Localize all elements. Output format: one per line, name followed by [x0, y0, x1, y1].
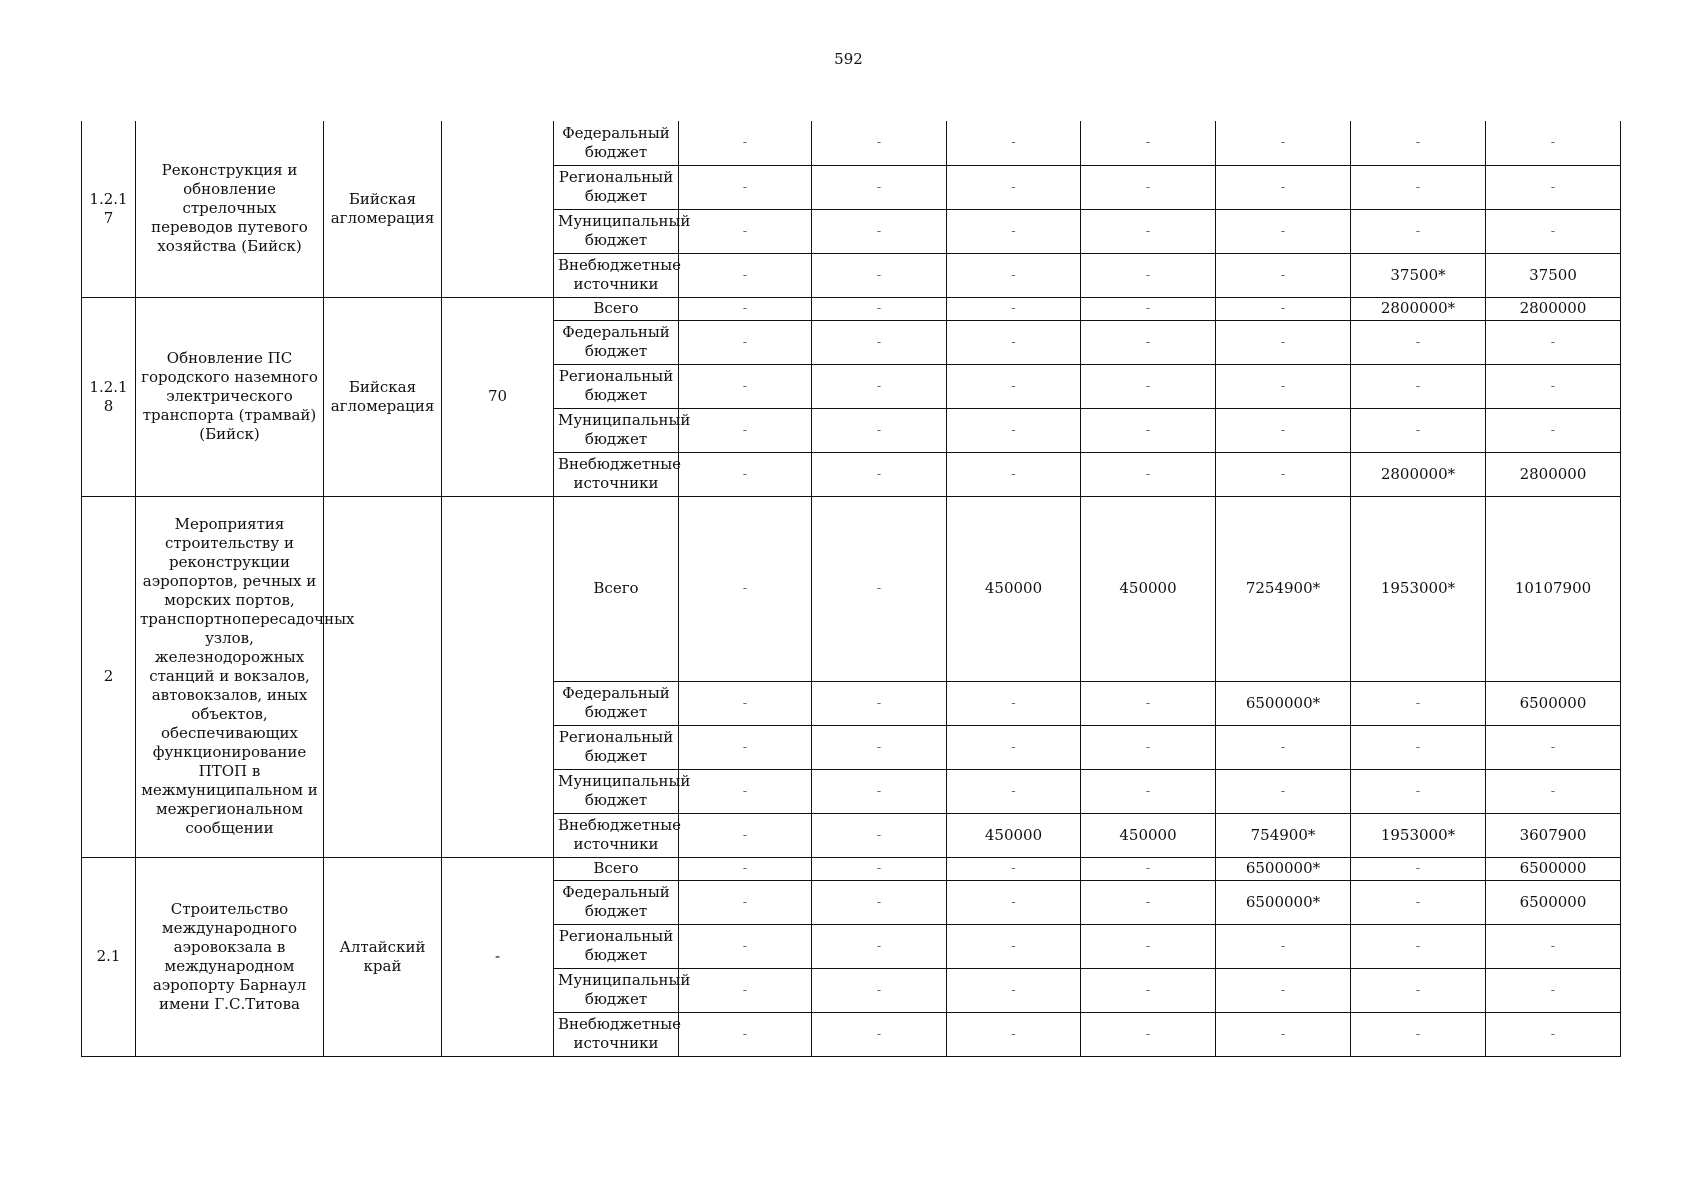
value-cell-year-4: -: [1081, 968, 1216, 1012]
value-cell-year-2: -: [812, 880, 947, 924]
value-cell-year-7: -: [1486, 968, 1621, 1012]
value-cell-year-3: -: [947, 364, 1081, 408]
value-cell-year-5: -: [1216, 924, 1351, 968]
value-cell-year-2: -: [812, 253, 947, 297]
project-territory: Бийская агломерация: [324, 297, 442, 496]
value-cell-year-2: -: [812, 769, 947, 813]
value-cell-year-3: -: [947, 121, 1081, 165]
value-cell-year-4: -: [1081, 165, 1216, 209]
funding-source: Региональный бюджет: [554, 165, 679, 209]
value-cell-year-2: -: [812, 297, 947, 320]
funding-source: Всего: [554, 496, 679, 681]
value-cell-year-6: -: [1351, 725, 1486, 769]
value-cell-year-5: -: [1216, 452, 1351, 496]
value-cell-year-1: -: [679, 253, 812, 297]
funding-source: Федеральный бюджет: [554, 681, 679, 725]
value-cell-year-7: 6500000: [1486, 880, 1621, 924]
value-cell-year-5: -: [1216, 968, 1351, 1012]
value-cell-year-7: 2800000: [1486, 452, 1621, 496]
value-cell-year-1: -: [679, 297, 812, 320]
value-cell-year-1: -: [679, 408, 812, 452]
value-cell-year-3: -: [947, 769, 1081, 813]
value-cell-year-7: 6500000: [1486, 681, 1621, 725]
project-number: 1.2.1 8: [82, 297, 136, 496]
value-cell-year-7: -: [1486, 364, 1621, 408]
value-cell-year-1: -: [679, 725, 812, 769]
value-cell-year-6: -: [1351, 924, 1486, 968]
funding-source: Муниципальный бюджет: [554, 769, 679, 813]
value-cell-year-5: -: [1216, 297, 1351, 320]
value-cell-year-2: -: [812, 364, 947, 408]
value-cell-year-6: 2800000*: [1351, 297, 1486, 320]
value-cell-year-3: -: [947, 408, 1081, 452]
value-cell-year-2: -: [812, 209, 947, 253]
value-cell-year-5: 6500000*: [1216, 880, 1351, 924]
funding-source: Всего: [554, 857, 679, 880]
value-cell-year-4: -: [1081, 408, 1216, 452]
value-cell-year-1: -: [679, 681, 812, 725]
value-cell-year-5: 754900*: [1216, 813, 1351, 857]
funding-source: Муниципальный бюджет: [554, 408, 679, 452]
value-cell-year-1: -: [679, 769, 812, 813]
value-cell-year-2: -: [812, 121, 947, 165]
value-cell-year-3: -: [947, 681, 1081, 725]
budget-table: [81, 121, 1621, 1057]
value-cell-year-4: -: [1081, 452, 1216, 496]
value-cell-year-7: -: [1486, 209, 1621, 253]
value-cell-year-2: -: [812, 1012, 947, 1056]
value-cell-year-3: -: [947, 880, 1081, 924]
value-cell-year-2: -: [812, 813, 947, 857]
value-cell-year-7: -: [1486, 1012, 1621, 1056]
funding-source: Муниципальный бюджет: [554, 209, 679, 253]
value-cell-year-1: -: [679, 452, 812, 496]
project-territory: [324, 496, 442, 857]
funding-source: Всего: [554, 297, 679, 320]
value-cell-year-6: -: [1351, 968, 1486, 1012]
value-cell-year-6: -: [1351, 209, 1486, 253]
value-cell-year-7: -: [1486, 408, 1621, 452]
value-cell-year-3: -: [947, 320, 1081, 364]
value-cell-year-5: 6500000*: [1216, 681, 1351, 725]
project-number: 2: [82, 496, 136, 857]
value-cell-year-5: -: [1216, 364, 1351, 408]
value-cell-year-1: -: [679, 496, 812, 681]
value-cell-year-3: -: [947, 857, 1081, 880]
value-cell-year-7: 2800000: [1486, 297, 1621, 320]
funding-source: Федеральный бюджет: [554, 880, 679, 924]
funding-source: Региональный бюджет: [554, 725, 679, 769]
value-cell-year-3: 450000: [947, 496, 1081, 681]
value-cell-year-6: 37500*: [1351, 253, 1486, 297]
table-row: [82, 857, 1621, 880]
value-cell-year-1: -: [679, 1012, 812, 1056]
value-cell-year-4: -: [1081, 1012, 1216, 1056]
table-row: [82, 297, 1621, 320]
value-cell-year-3: -: [947, 297, 1081, 320]
value-cell-year-6: -: [1351, 857, 1486, 880]
value-cell-year-4: -: [1081, 320, 1216, 364]
value-cell-year-7: -: [1486, 769, 1621, 813]
value-cell-year-7: -: [1486, 924, 1621, 968]
value-cell-year-6: -: [1351, 681, 1486, 725]
value-cell-year-4: -: [1081, 253, 1216, 297]
value-cell-year-2: -: [812, 725, 947, 769]
value-cell-year-1: -: [679, 121, 812, 165]
value-cell-year-4: -: [1081, 364, 1216, 408]
value-cell-year-4: -: [1081, 209, 1216, 253]
funding-source: Внебюджетные источники: [554, 253, 679, 297]
value-cell-year-1: -: [679, 968, 812, 1012]
value-cell-year-4: -: [1081, 924, 1216, 968]
value-cell-year-1: -: [679, 364, 812, 408]
value-cell-year-6: -: [1351, 1012, 1486, 1056]
value-cell-year-3: -: [947, 725, 1081, 769]
value-cell-year-1: -: [679, 320, 812, 364]
funding-source: Региональный бюджет: [554, 924, 679, 968]
value-cell-year-1: -: [679, 924, 812, 968]
value-cell-year-6: 2800000*: [1351, 452, 1486, 496]
value-cell-year-2: -: [812, 165, 947, 209]
value-cell-year-5: 7254900*: [1216, 496, 1351, 681]
project-indicator: 70: [442, 297, 554, 496]
funding-source: Внебюджетные источники: [554, 452, 679, 496]
value-cell-year-7: 37500: [1486, 253, 1621, 297]
value-cell-year-1: -: [679, 165, 812, 209]
value-cell-year-7: -: [1486, 165, 1621, 209]
value-cell-year-6: -: [1351, 408, 1486, 452]
project-territory: Бийская агломерация: [324, 121, 442, 297]
value-cell-year-3: -: [947, 253, 1081, 297]
funding-source: Региональный бюджет: [554, 364, 679, 408]
project-territory: Алтайский край: [324, 857, 442, 1056]
value-cell-year-3: -: [947, 165, 1081, 209]
value-cell-year-2: -: [812, 681, 947, 725]
value-cell-year-7: 3607900: [1486, 813, 1621, 857]
value-cell-year-6: -: [1351, 121, 1486, 165]
value-cell-year-7: 10107900: [1486, 496, 1621, 681]
value-cell-year-2: -: [812, 408, 947, 452]
value-cell-year-6: -: [1351, 320, 1486, 364]
value-cell-year-5: -: [1216, 165, 1351, 209]
value-cell-year-6: -: [1351, 165, 1486, 209]
value-cell-year-7: 6500000: [1486, 857, 1621, 880]
value-cell-year-1: -: [679, 880, 812, 924]
project-number: 1.2.1 7: [82, 121, 136, 297]
value-cell-year-2: -: [812, 320, 947, 364]
project-indicator: [442, 121, 554, 297]
value-cell-year-1: -: [679, 857, 812, 880]
value-cell-year-1: -: [679, 209, 812, 253]
funding-source: Внебюджетные источники: [554, 1012, 679, 1056]
value-cell-year-3: -: [947, 209, 1081, 253]
value-cell-year-2: -: [812, 496, 947, 681]
value-cell-year-7: -: [1486, 320, 1621, 364]
value-cell-year-6: 1953000*: [1351, 813, 1486, 857]
value-cell-year-5: -: [1216, 725, 1351, 769]
value-cell-year-5: -: [1216, 121, 1351, 165]
value-cell-year-5: -: [1216, 320, 1351, 364]
value-cell-year-3: -: [947, 924, 1081, 968]
project-name: Строительство международного аэровокзала в международном аэропорту Барнаул имени Г.С.Титова: [136, 857, 324, 1056]
value-cell-year-4: -: [1081, 880, 1216, 924]
table-row: [82, 121, 1621, 165]
value-cell-year-6: -: [1351, 364, 1486, 408]
value-cell-year-6: 1953000*: [1351, 496, 1486, 681]
funding-source: Муниципальный бюджет: [554, 968, 679, 1012]
value-cell-year-4: -: [1081, 297, 1216, 320]
value-cell-year-6: -: [1351, 880, 1486, 924]
value-cell-year-4: -: [1081, 769, 1216, 813]
value-cell-year-3: -: [947, 1012, 1081, 1056]
project-indicator: [442, 496, 554, 857]
value-cell-year-1: -: [679, 813, 812, 857]
value-cell-year-4: -: [1081, 681, 1216, 725]
value-cell-year-5: -: [1216, 253, 1351, 297]
funding-source: Внебюджетные источники: [554, 813, 679, 857]
value-cell-year-5: -: [1216, 769, 1351, 813]
project-indicator: -: [442, 857, 554, 1056]
value-cell-year-4: -: [1081, 857, 1216, 880]
funding-source: Федеральный бюджет: [554, 320, 679, 364]
value-cell-year-3: -: [947, 452, 1081, 496]
value-cell-year-5: -: [1216, 209, 1351, 253]
project-name: Реконструкция и обновление стрелочных переводов путевого хозяйства (Бийск): [136, 121, 324, 297]
project-name: Мероприятия строительству и реконструкции аэропортов, речных и морских портов, транспортнопересадочных узлов, железнодорожных станций и вокзалов, автовокзалов, иных объектов, обеспечивающих функционирование ПТОП в межмуниципальном и межрегиональном сообщении: [136, 496, 324, 857]
funding-source: Федеральный бюджет: [554, 121, 679, 165]
value-cell-year-3: -: [947, 968, 1081, 1012]
value-cell-year-4: -: [1081, 121, 1216, 165]
page-number: 592: [834, 50, 863, 68]
value-cell-year-5: -: [1216, 408, 1351, 452]
value-cell-year-5: 6500000*: [1216, 857, 1351, 880]
value-cell-year-5: -: [1216, 1012, 1351, 1056]
value-cell-year-4: 450000: [1081, 813, 1216, 857]
value-cell-year-2: -: [812, 968, 947, 1012]
value-cell-year-3: 450000: [947, 813, 1081, 857]
project-number: 2.1: [82, 857, 136, 1056]
value-cell-year-2: -: [812, 857, 947, 880]
value-cell-year-6: -: [1351, 769, 1486, 813]
value-cell-year-2: -: [812, 924, 947, 968]
value-cell-year-7: -: [1486, 121, 1621, 165]
value-cell-year-2: -: [812, 452, 947, 496]
value-cell-year-4: 450000: [1081, 496, 1216, 681]
table-row: [82, 496, 1621, 681]
value-cell-year-7: -: [1486, 725, 1621, 769]
value-cell-year-4: -: [1081, 725, 1216, 769]
project-name: Обновление ПС городского наземного электрического транспорта (трамвай) (Бийск): [136, 297, 324, 496]
